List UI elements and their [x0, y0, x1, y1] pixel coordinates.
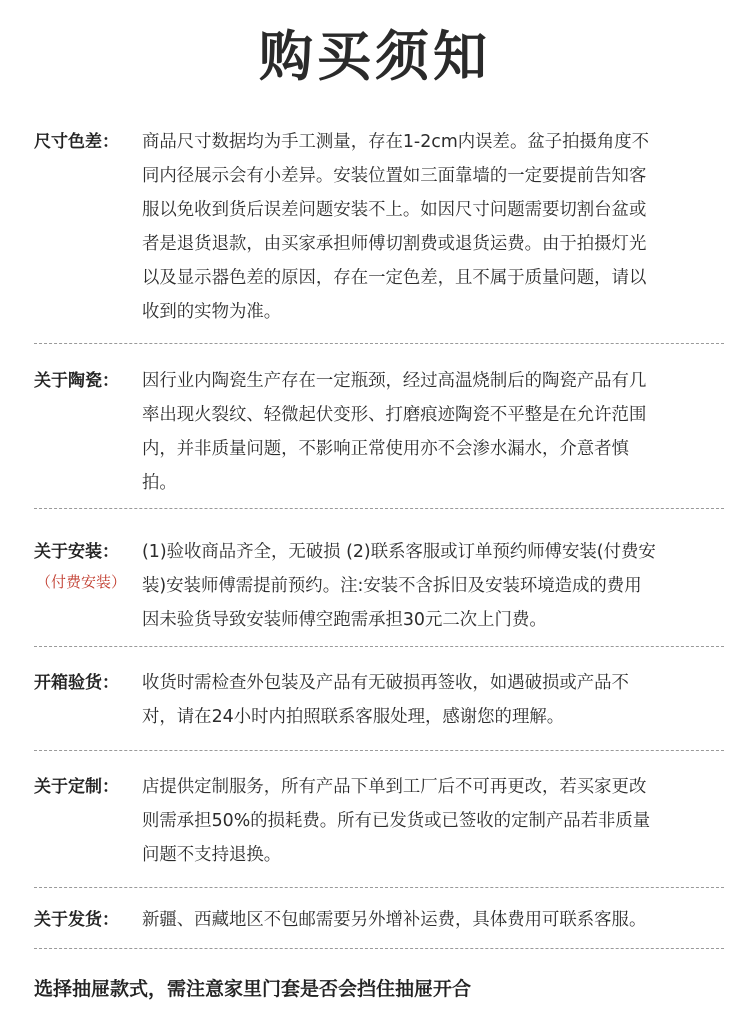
- section-text: 收货时需检查外包装及产品有无破损再签收，如遇破损或产品不 对，请在24小时内拍照联系客服处理，感谢您的理解。: [142, 673, 629, 727]
- section-label-col: [34, 535, 142, 637]
- section-text: (1)验收商品齐全，无破损 (2)联系客服或订单预约师傅安装(付费安 装)安装师傅需提前预约。注:安装不含拆旧及安装环境造成的费用 因未验货导致安装师傅空跑需承担30元二次上门费。: [142, 542, 656, 630]
- section-label: 关于安装：: [34, 542, 119, 562]
- section-label-col: [34, 770, 142, 872]
- section-label: 开箱验货：: [34, 673, 119, 693]
- paid-installation-note: （付费安装）: [36, 573, 127, 591]
- section-text: 新疆、西藏地区不包邮需要另外增补运费，具体费用可联系客服。: [142, 910, 647, 930]
- section-installation: [34, 535, 724, 637]
- section-label-col: [34, 666, 142, 734]
- section-label: 尺寸色差：: [34, 132, 119, 152]
- section-text: 因行业内陶瓷生产存在一定瓶颈，经过高温烧制后的陶瓷产品有几 率出现火裂纹、轻微起伏变形、打磨痕迹陶瓷不平整是在允许范围 内，并非质量问题，不影响正常使用亦不会渗水漏水，介意者慎 拍。: [142, 371, 647, 493]
- section-label-col: [34, 903, 142, 937]
- section-customization: [34, 770, 724, 872]
- section-text: 商品尺寸数据均为手工测量，存在1-2cm内误差。盆子拍摄角度不 同内径展示会有小差异。安装位置如三面靠墙的一定要提前告知客 服以免收到货后误差问题安装不上。如因尺寸问题需要切割台盆或 者是退货退款，由买家承担师傅切割费或退货运费。由于拍摄灯光 以及显示器色差的原因，存在一定色差，且不属于质量问题，请以 收到的实物为准。: [142, 132, 650, 322]
- section-label-col: [34, 364, 142, 500]
- section-size-color: [34, 125, 724, 329]
- divider: [34, 343, 724, 344]
- divider: [34, 887, 724, 888]
- divider: [34, 948, 724, 949]
- section-label: 关于陶瓷：: [34, 371, 119, 391]
- section-shipping: [34, 903, 724, 937]
- section-ceramics: [34, 364, 724, 500]
- section-label: 关于定制：: [34, 777, 119, 797]
- section-text: 店提供定制服务，所有产品下单到工厂后不可再更改，若买家更改 则需承担50%的损耗费。所有已发货或已签收的定制产品若非质量 问题不支持退换。: [142, 777, 651, 865]
- page-title: 购买须知: [259, 25, 491, 88]
- section-label: 关于发货：: [34, 910, 119, 930]
- divider: [34, 750, 724, 751]
- section-unboxing: [34, 666, 724, 734]
- section-label-col: [34, 125, 142, 329]
- drawer-style-note: 选择抽屉款式，需注意家里门套是否会挡住抽屉开合: [34, 978, 472, 1000]
- divider: [34, 508, 724, 509]
- divider: [34, 646, 724, 647]
